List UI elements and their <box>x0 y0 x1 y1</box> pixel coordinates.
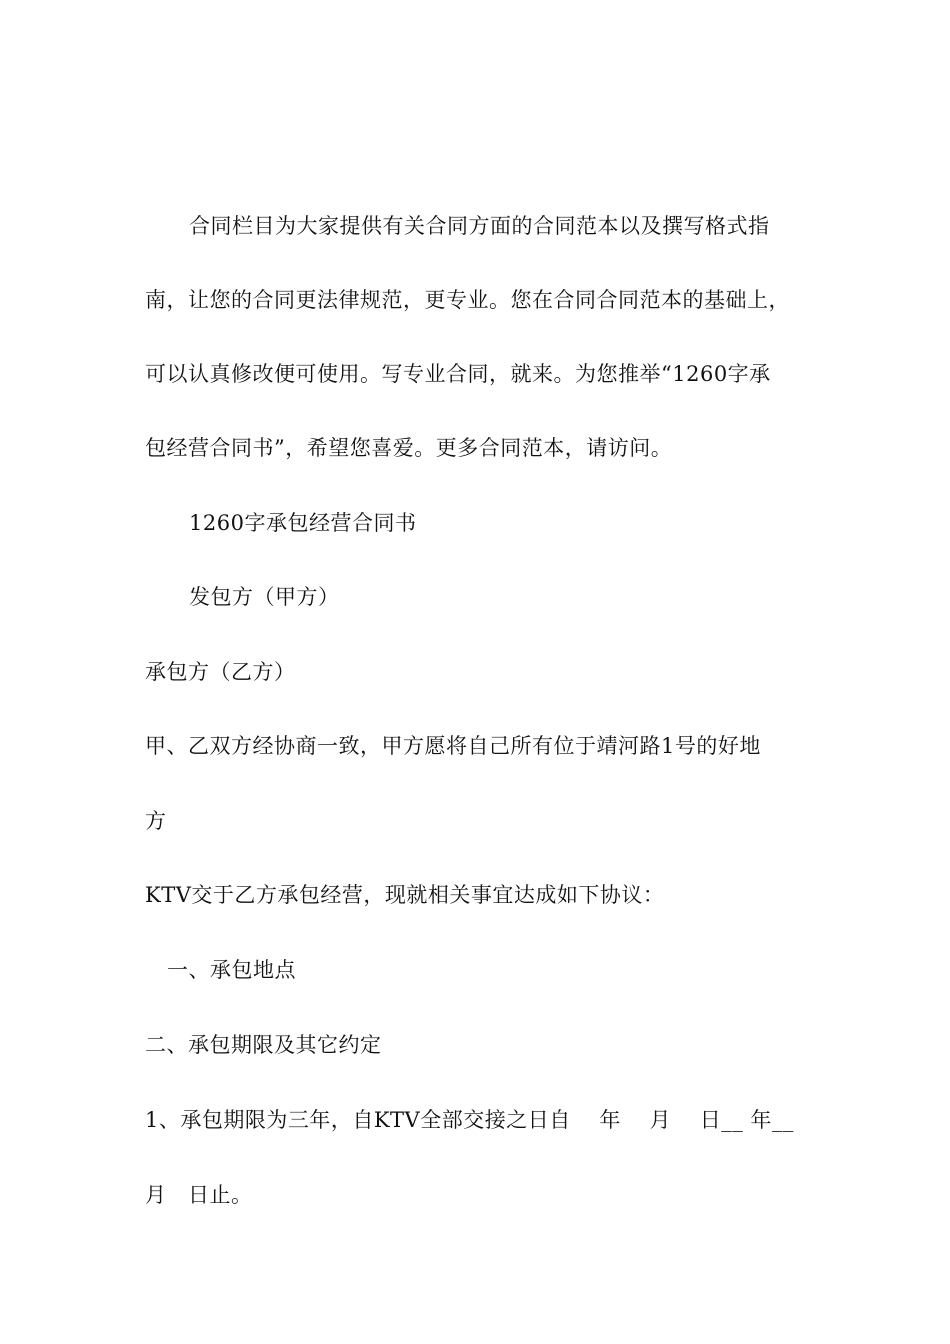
intro-line-2: 南，让您的合同更法律规范，更专业。您在合同合同范本的基础上， <box>145 288 790 312</box>
section-2-heading: 二、承包期限及其它约定 <box>145 1033 382 1057</box>
intro-line-1: 合同栏目为大家提供有关合同方面的合同范本以及撰写格式指 <box>189 214 770 238</box>
agreement-line-1: 甲、乙双方经协商一致，甲方愿将自己所有位于靖河路1号的好地 <box>145 734 761 758</box>
clause-1-line-2: 月 日止。 <box>145 1183 253 1207</box>
intro-line-4: 包经营合同书”，希望您喜爱。更多合同范本，请访问。 <box>145 436 673 460</box>
clause-1-line-1: 1、承包期限为三年，自KTV全部交接之日自 年 月 日__ 年__ <box>145 1108 794 1132</box>
agreement-line-2: 方 <box>145 809 167 833</box>
agreement-line-3: KTV交于乙方承包经营，现就相关事宜达成如下协议： <box>145 883 665 907</box>
intro-line-3: 可以认真修改便可使用。写专业合同，就来。为您推举“1260字承 <box>145 362 771 386</box>
party-a-label: 发包方（甲方） <box>189 585 340 609</box>
party-b-label: 承包方（乙方） <box>145 660 296 684</box>
section-1-heading: 一、承包地点 <box>167 958 296 982</box>
document-title: 1260字承包经营合同书 <box>189 511 417 535</box>
